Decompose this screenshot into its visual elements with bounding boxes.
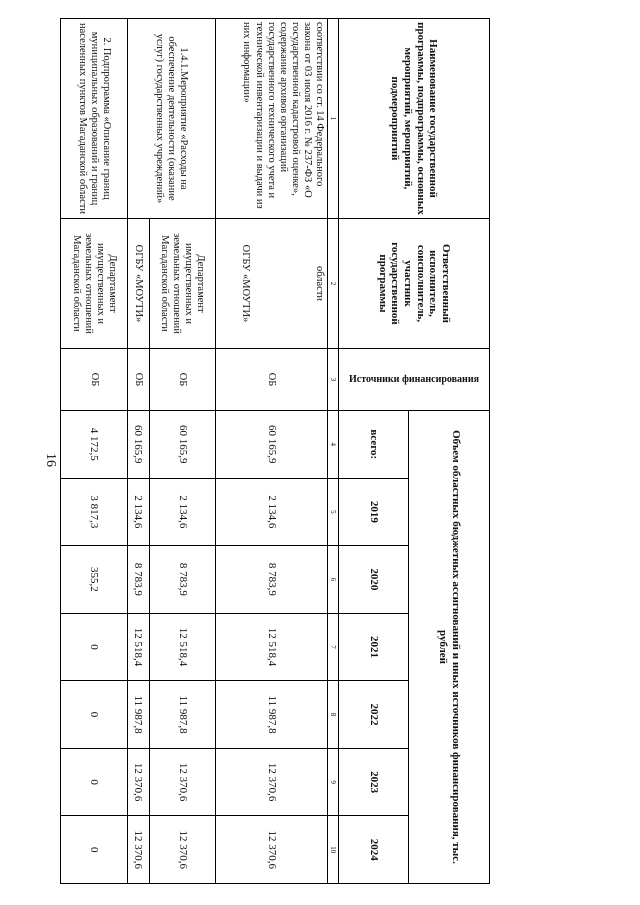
column-number: 10 bbox=[327, 816, 338, 884]
column-number: 5 bbox=[327, 478, 338, 546]
executor-cell: Департамент имущественных и земельных отношений Магаданской области bbox=[149, 219, 216, 349]
value-cell: 60 165,9 bbox=[149, 411, 216, 479]
value-cell: 12 370,6 bbox=[216, 748, 328, 816]
header-year-2019: 2019 bbox=[338, 478, 408, 546]
value-cell: 4 172,5 bbox=[61, 411, 128, 479]
value-cell: 12 370,6 bbox=[127, 816, 149, 884]
column-number: 4 bbox=[327, 411, 338, 479]
rotated-table-container bbox=[60, 18, 490, 884]
value-cell: 12 370,6 bbox=[149, 816, 216, 884]
header-row-1 bbox=[408, 19, 489, 884]
program-name-cell: 1.4.1.Мероприятие «Расходы на обеспечение деятельности (оказание услуг) государственных учреждений» bbox=[127, 19, 216, 219]
executor-cell: Департамент имущественных и земельных отношений Магаданской области bbox=[61, 219, 128, 349]
value-cell: 60 165,9 bbox=[127, 411, 149, 479]
source-cell: ОБ bbox=[127, 349, 149, 411]
source-cell: ОБ bbox=[216, 349, 328, 411]
value-cell: 12 370,6 bbox=[149, 748, 216, 816]
program-name-cell: 2. Подпрограмма «Описание границ муниципальных образований и границ населенных пунктов Магаданской области bbox=[61, 19, 128, 219]
column-number: 1 bbox=[327, 19, 338, 219]
budget-table bbox=[60, 18, 490, 884]
executor-cell bbox=[216, 219, 328, 349]
header-year-2023: 2023 bbox=[338, 748, 408, 816]
value-cell: 2 134,6 bbox=[149, 478, 216, 546]
value-cell: 60 165,9 bbox=[216, 411, 328, 479]
executor-text: ОГБУ «МОУТИ» bbox=[239, 244, 251, 323]
value-cell: 11 987,8 bbox=[216, 681, 328, 749]
column-number: 7 bbox=[327, 613, 338, 681]
value-cell: 12 370,6 bbox=[127, 748, 149, 816]
header-year-2020: 2020 bbox=[338, 546, 408, 614]
source-cell: ОБ bbox=[61, 349, 128, 411]
value-cell: 0 bbox=[61, 816, 128, 884]
value-cell: 2 134,6 bbox=[127, 478, 149, 546]
column-number: 3 bbox=[327, 349, 338, 411]
value-cell: 12 518,4 bbox=[149, 613, 216, 681]
header-year-2021: 2021 bbox=[338, 613, 408, 681]
source-cell: ОБ bbox=[149, 349, 216, 411]
value-cell: 12 370,6 bbox=[216, 816, 328, 884]
value-cell: 8 783,9 bbox=[149, 546, 216, 614]
column-number: 6 bbox=[327, 546, 338, 614]
table-row bbox=[216, 19, 328, 884]
header-executor: Ответственный исполнитель, соисполнитель, участник государственной программы bbox=[338, 219, 489, 349]
value-cell: 11 987,8 bbox=[127, 681, 149, 749]
header-program-name: Наименование государственной программы, подпрограммы, основных мероприятий, мероприятий, подмероприятий bbox=[338, 19, 489, 219]
value-cell: 8 783,9 bbox=[127, 546, 149, 614]
column-number: 9 bbox=[327, 748, 338, 816]
header-source-text: Источники финансирования bbox=[348, 373, 479, 385]
header-source bbox=[338, 349, 489, 411]
table-row bbox=[61, 19, 128, 884]
header-year-total: всего: bbox=[338, 411, 408, 479]
column-number-row bbox=[327, 19, 338, 884]
column-number: 8 bbox=[327, 681, 338, 749]
column-number: 2 bbox=[327, 219, 338, 349]
value-cell: 0 bbox=[61, 613, 128, 681]
value-cell: 0 bbox=[61, 748, 128, 816]
header-year-2022: 2022 bbox=[338, 681, 408, 749]
value-cell: 12 518,4 bbox=[216, 613, 328, 681]
value-cell: 11 987,8 bbox=[149, 681, 216, 749]
value-cell: 12 518,4 bbox=[127, 613, 149, 681]
executor-top-text: области bbox=[313, 265, 325, 302]
table-row bbox=[149, 19, 216, 884]
value-cell: 0 bbox=[61, 681, 128, 749]
executor-cell: ОГБУ «МОУТИ» bbox=[127, 219, 149, 349]
value-cell: 2 134,6 bbox=[216, 478, 328, 546]
program-name-cell: соответствии со ст. 14 Федерального закона от 03 июля 2016 г. № 237-ФЗ «О государственной кадастровой оценке», содержание архивов организаций государственного технического учета и технической инвентаризации и выдачи из них информации» bbox=[216, 19, 328, 219]
page-number: 16 bbox=[43, 453, 58, 467]
header-volume: Объем областных бюджетных ассигнований и иных источников финансирования, тыс. рублей bbox=[408, 411, 489, 884]
value-cell: 8 783,9 bbox=[216, 546, 328, 614]
value-cell: 355,2 bbox=[61, 546, 128, 614]
value-cell: 3 817,3 bbox=[61, 478, 128, 546]
header-year-2024: 2024 bbox=[338, 816, 408, 884]
